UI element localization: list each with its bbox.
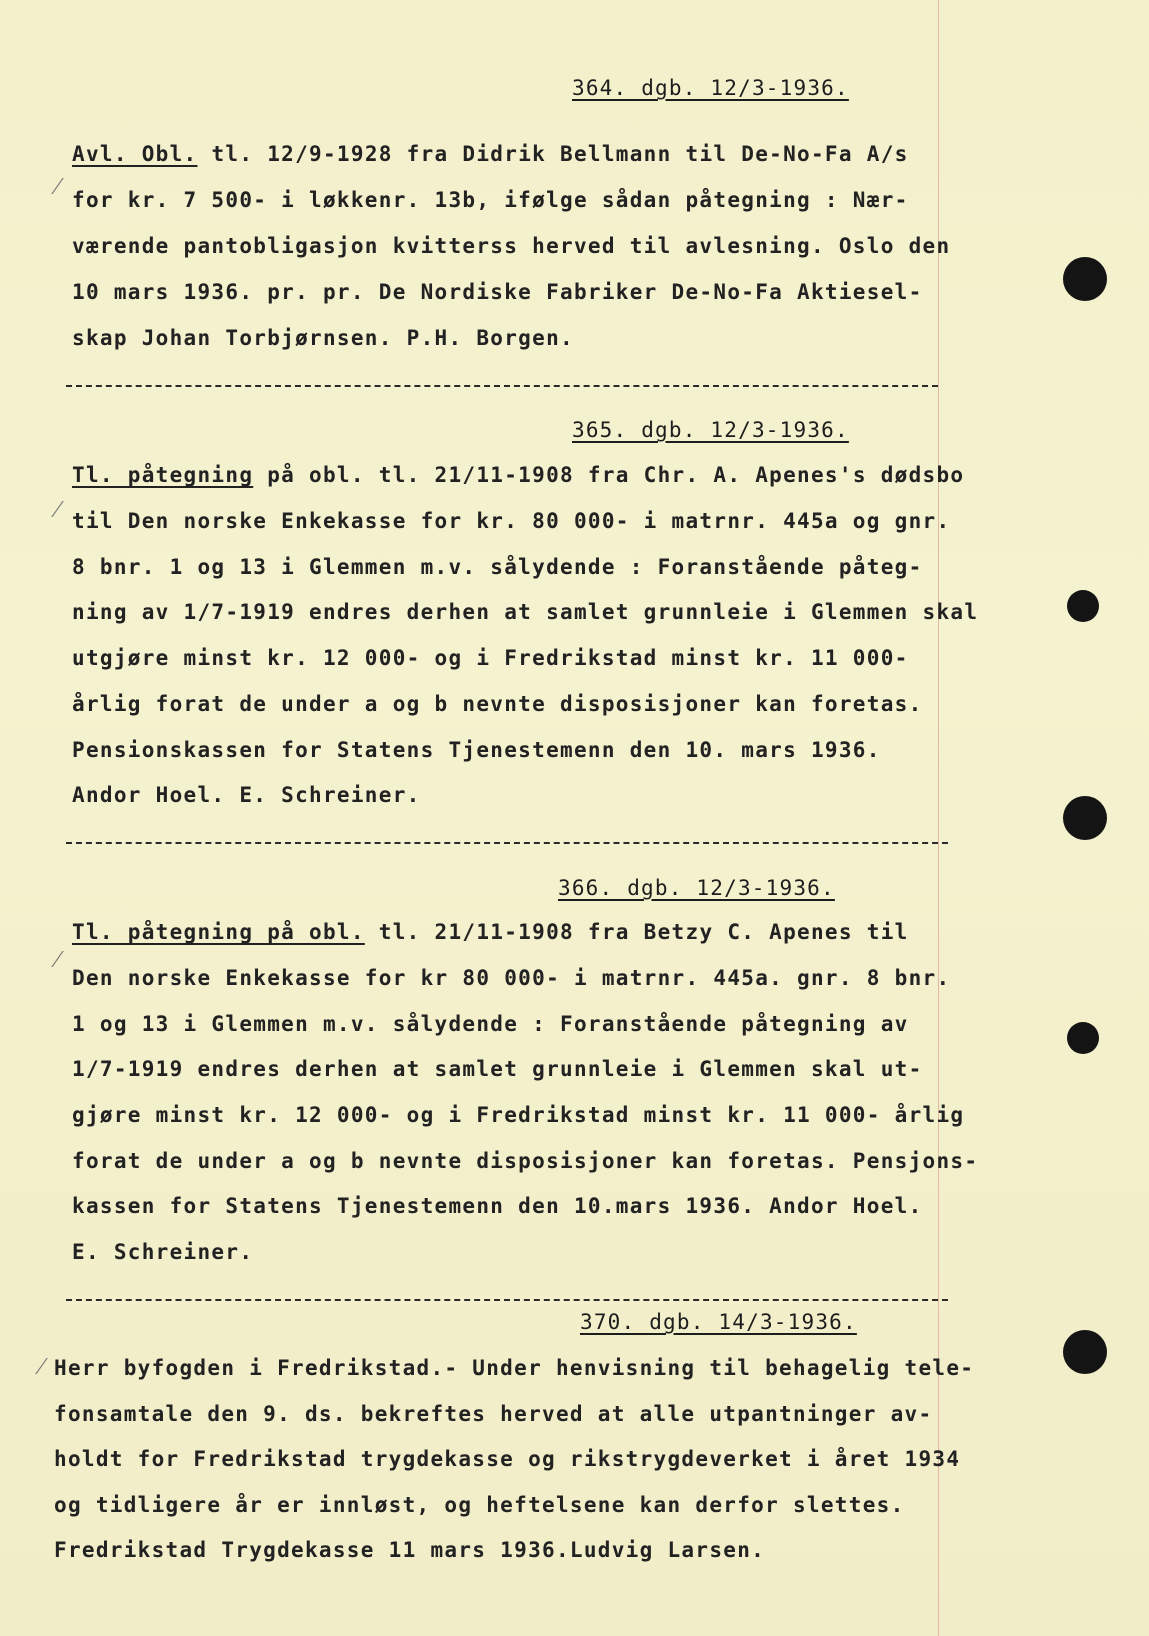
entry-line: Den norske Enkekasse for kr 80 000- i matrnr. 445a. gnr. 8 bnr. xyxy=(72,966,951,990)
entry-line: for kr. 7 500- i løkkenr. 13b, ifølge sådan påtegning : Nær- xyxy=(72,188,909,212)
margin-mark: ⁄ xyxy=(50,945,65,973)
entry-line: værende pantobligasjon kvitterss herved til avlesning. Oslo den xyxy=(72,234,951,258)
margin-mark: ⁄ xyxy=(34,1352,49,1380)
margin-mark: ⁄ xyxy=(50,172,65,200)
punch-hole-4 xyxy=(1067,1022,1099,1054)
entry-separator xyxy=(66,842,948,844)
entry-line: Fredrikstad Trygdekasse 11 mars 1936.Ludvig Larsen. xyxy=(54,1538,766,1562)
entry-line: 1 og 13 i Glemmen m.v. sålydende : Foranstående påtegning av xyxy=(72,1012,909,1036)
entry-line: Tl. påtegning på obl. tl. 21/11-1908 fra Chr. A. Apenes's dødsbo xyxy=(72,463,965,487)
entry-heading: 370. dgb. 14/3-1936. xyxy=(580,1310,857,1334)
entry-line: til Den norske Enkekasse for kr. 80 000- i matrnr. 445a og gnr. xyxy=(72,509,951,533)
entry-line: forat de under a og b nevnte disposisjoner kan foretas. Pensjons- xyxy=(72,1149,979,1173)
entry-line: 1/7-1919 endres derhen at samlet grunnleie i Glemmen skal ut- xyxy=(72,1057,923,1081)
entry-line: skap Johan Torbjørnsen. P.H. Borgen. xyxy=(72,326,574,350)
entry-line: kassen for Statens Tjenestemenn den 10.mars 1936. Andor Hoel. xyxy=(72,1194,923,1218)
entry-line: holdt for Fredrikstad trygdekasse og rikstrygdeverket i året 1934 xyxy=(54,1447,961,1471)
entry-line: fonsamtale den 9. ds. bekreftes herved at alle utpantninger av- xyxy=(54,1402,933,1426)
entry-line: 8 bnr. 1 og 13 i Glemmen m.v. sålydende : Foranstående påteg- xyxy=(72,555,923,579)
entry-line: Herr byfogden i Fredrikstad.- Under henvisning til behagelig tele- xyxy=(54,1356,975,1380)
punch-hole-5 xyxy=(1063,1330,1107,1374)
punch-hole-2 xyxy=(1067,590,1099,622)
entry-line: ning av 1/7-1919 endres derhen at samlet grunnleie i Glemmen skal xyxy=(72,600,979,624)
entry-line: Andor Hoel. E. Schreiner. xyxy=(72,783,421,807)
entry-line: E. Schreiner. xyxy=(72,1240,254,1264)
entry-heading: 365. dgb. 12/3-1936. xyxy=(572,418,849,442)
entry-line: utgjøre minst kr. 12 000- og i Fredrikstad minst kr. 11 000- xyxy=(72,646,909,670)
entry-line: Avl. Obl. tl. 12/9-1928 fra Didrik Bellmann til De-No-Fa A/s xyxy=(72,142,909,166)
entry-line: gjøre minst kr. 12 000- og i Fredrikstad minst kr. 11 000- årlig xyxy=(72,1103,965,1127)
entry-heading: 366. dgb. 12/3-1936. xyxy=(558,876,835,900)
entry-line: Pensionskassen for Statens Tjenestemenn den 10. mars 1936. xyxy=(72,738,881,762)
entry-line: årlig forat de under a og b nevnte disposisjoner kan foretas. xyxy=(72,692,923,716)
punch-hole-3 xyxy=(1063,796,1107,840)
entry-heading: 364. dgb. 12/3-1936. xyxy=(572,76,849,100)
margin-mark: ⁄ xyxy=(50,495,65,523)
entry-line: 10 mars 1936. pr. pr. De Nordiske Fabriker De-No-Fa Aktiesel- xyxy=(72,280,923,304)
punch-hole-1 xyxy=(1063,257,1107,301)
entry-separator xyxy=(66,385,938,387)
entry-separator xyxy=(66,1299,948,1301)
entry-line: og tidligere år er innløst, og heftelsene kan derfor slettes. xyxy=(54,1493,905,1517)
entry-line: Tl. påtegning på obl. tl. 21/11-1908 fra Betzy C. Apenes til xyxy=(72,920,909,944)
